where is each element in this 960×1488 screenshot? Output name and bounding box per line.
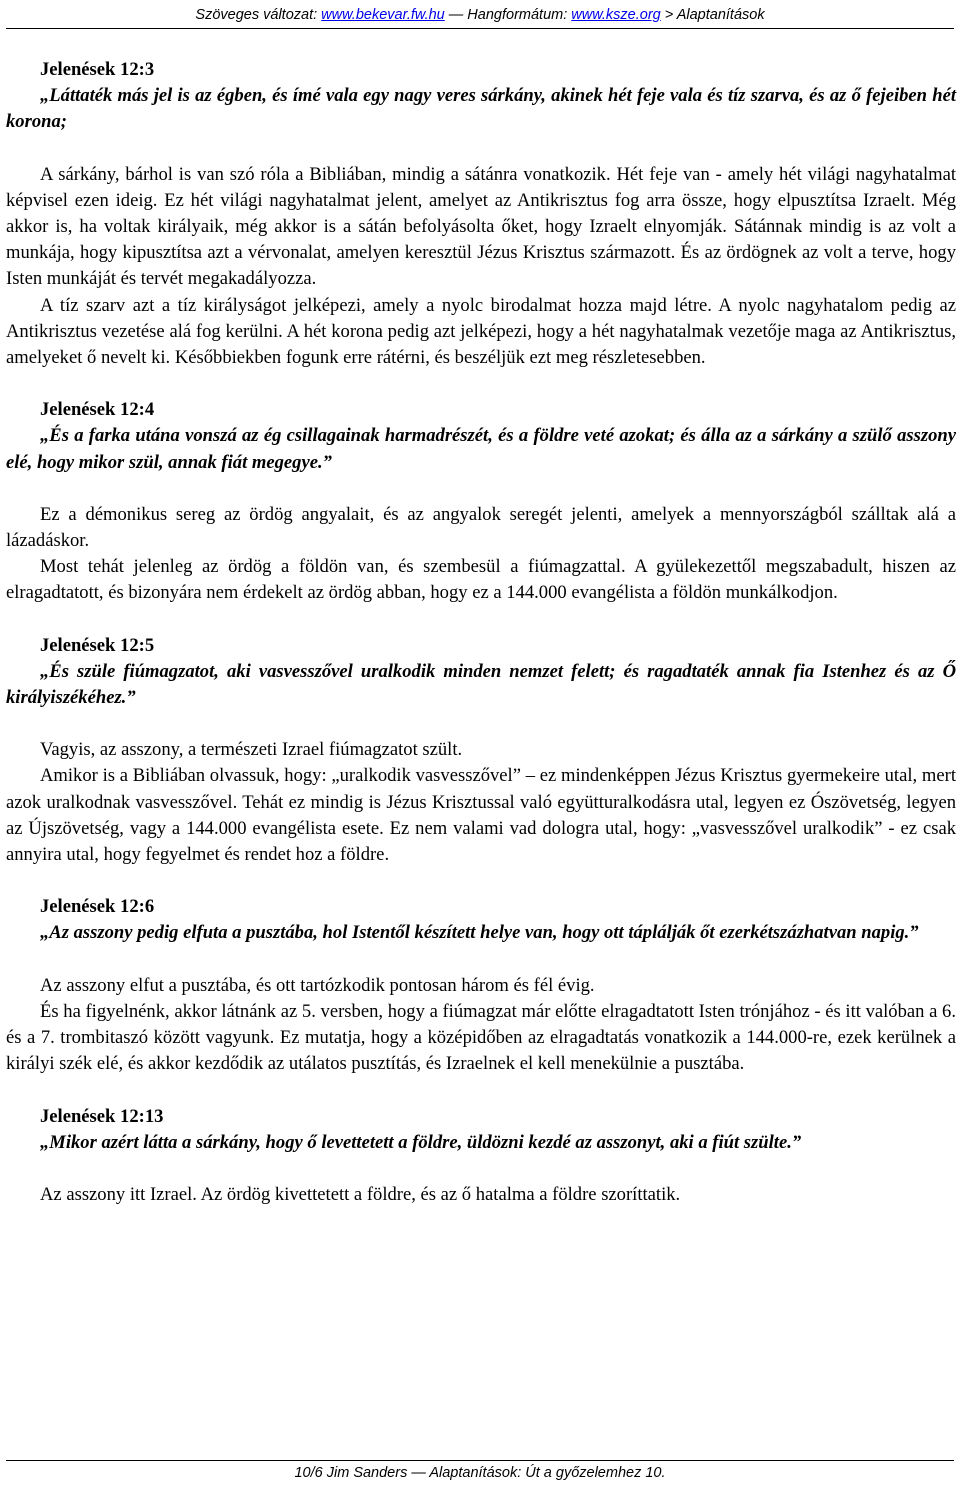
section-12-13 <box>6 1104 956 1209</box>
verse-quote: „És a farka utána vonszá az ég csillagainak harmadrészét, és a földre veté azokat; és álla az a sárkány a szülő asszony elé, hogy mikor szül, annak fiát megegye.” <box>6 425 956 473</box>
header-middle: — Hangformátum: <box>444 7 572 23</box>
page-header <box>0 6 960 24</box>
section-12-3 <box>6 57 956 371</box>
commentary-paragraph: A sárkány, bárhol is van szó róla a Bibliában, mindig a sátánra vonatkozik. Hét feje van - amely hét világi nagyhatalmat képvisel ezen ideig. Ez hét világi nagyhatalmat jelent, amelyet az Antikrisztus fog arra össze, hogy elpusztítsa Izraelt. Még akkor is, ha voltak királyaik, még akkor is a sátán befolyásolta őket, hogy Izraelt elnyomják. Sátánnak mindig is az volt a munkája, hogy kipusztítsa azt a vérvonalat, amelyen keresztül Jézus Krisztus származott. És az ördögnek az volt a terve, hogy Isten munkáját és tervét megakadályozza. <box>6 163 956 290</box>
verse-quote: „Mikor azért látta a sárkány, hogy ő levettetett a földre, üldözni kezdé az asszonyt, aki a fiút szülte.” <box>40 1131 802 1153</box>
verse-heading: Jelenések 12:3 <box>40 59 155 80</box>
verse-quote: „Láttaték más jel is az égben, és ímé vala egy nagy veres sárkány, akinek hét feje vala és tíz szarva, és az ő fejeiben hét korona; <box>6 85 956 133</box>
page-footer: 10/6 Jim Sanders — Alaptanítások: Út a győzelemhez 10. <box>294 1465 666 1481</box>
commentary-paragraph: Az asszony elfut a pusztába, és ott tartózkodik pontosan három és fél évig. <box>40 974 595 996</box>
bekevar-link[interactable]: www.bekevar.fw.hu <box>321 7 445 23</box>
verse-heading: Jelenések 12:4 <box>40 399 155 421</box>
commentary-paragraph: Ez a démonikus sereg az ördög angyalait, és az angyalok seregét jelenti, amelyek a mennyországból szálltak alá a lázadáskor. <box>6 503 956 552</box>
verse-quote: „Az asszony pedig elfuta a pusztába, hol Istentől készített helye van, hogy ott táplálják őt ezerkétszázhatvan napig.” <box>40 922 919 944</box>
commentary-paragraph: Most tehát jelenleg az ördög a földön van, és szembesül a fiúmagzattal. A gyülekezettől megszabadult, hiszen az elragadtatott, és bizonyára nem érdekelt az ördög abban, hogy ez a 144.000 evangélista a földön munkálkodjon. <box>6 556 956 604</box>
section-12-4 <box>6 397 956 606</box>
verse-heading: Jelenések 12:6 <box>40 896 155 918</box>
commentary-paragraph: A tíz szarv azt a tíz királyságot jelképezi, amely a nyolc birodalmat hozza majd létre. A nyolc nagyhatalom pedig az Antikrisztus vezetése alá fog kerülni. A hét korona pedig azt jelképezi, hogy a hét nagyhatalmak vezetője maga az Antikrisztus, amelyeket ő nevelt ki. Későbbiekben fogunk erre rátérni, és beszéljük ezt meg részletesebben. <box>6 294 956 369</box>
header-divider <box>6 28 954 29</box>
verse-heading: Jelenések 12:13 <box>40 1105 164 1127</box>
verse-heading: Jelenések 12:5 <box>40 634 155 656</box>
section-12-5 <box>6 633 956 869</box>
footer-divider <box>6 1460 954 1461</box>
section-12-6 <box>6 894 956 1077</box>
ksze-link[interactable]: www.ksze.org <box>571 7 661 23</box>
header-prefix: Szöveges változat: <box>195 7 322 23</box>
commentary-paragraph: És ha figyelnénk, akkor látnánk az 5. versben, hogy a fiúmagzat már előtte elragadtatott Isten trónjához - és itt valóban a 6. és a 7. trombitaszó között vagyunk. Ez mutatja, hogy a középidőben az elragadtatás vonatkozik a 144.000-re, ezek kerülnek a királyi szék elé, és akkor kezdődik az utálatos pusztítás, és Izraelnek el kell menekülnie a pusztába. <box>6 1000 956 1075</box>
commentary-paragraph: Az asszony itt Izrael. Az ördög kivettetett a földre, és az ő hatalma a földre szoríttatik. <box>40 1183 681 1205</box>
commentary-paragraph: Amikor is a Bibliában olvassuk, hogy: „uralkodik vasvesszővel” – ez mindenképpen Jézus Krisztus gyermekeire utal, mert azok uralkodnak vasvesszővel. Tehát ez mindig is Jézus Krisztussal való együtturalkodásra utal, legyen ez Ószövetség, legyen az Újszövetség, vagy a 144.000 evangélista esete. Ez nem valami vad dologra utal, hogy: „vasvesszővel uralkodik” - ez csak annyira utal, hogy fegyelmet és rendet hoz a földre. <box>6 765 956 866</box>
verse-quote: „És szüle fiúmagzatot, aki vasvesszővel uralkodik minden nemzet felett; és ragadtaték annak fia Istenhez és az Ő királyiszékéhez.” <box>6 660 956 709</box>
document-body <box>6 57 956 1234</box>
header-suffix: > Alaptanítások <box>660 7 765 23</box>
commentary-paragraph: Vagyis, az asszony, a természeti Izrael fiúmagzatot szült. <box>40 739 463 761</box>
